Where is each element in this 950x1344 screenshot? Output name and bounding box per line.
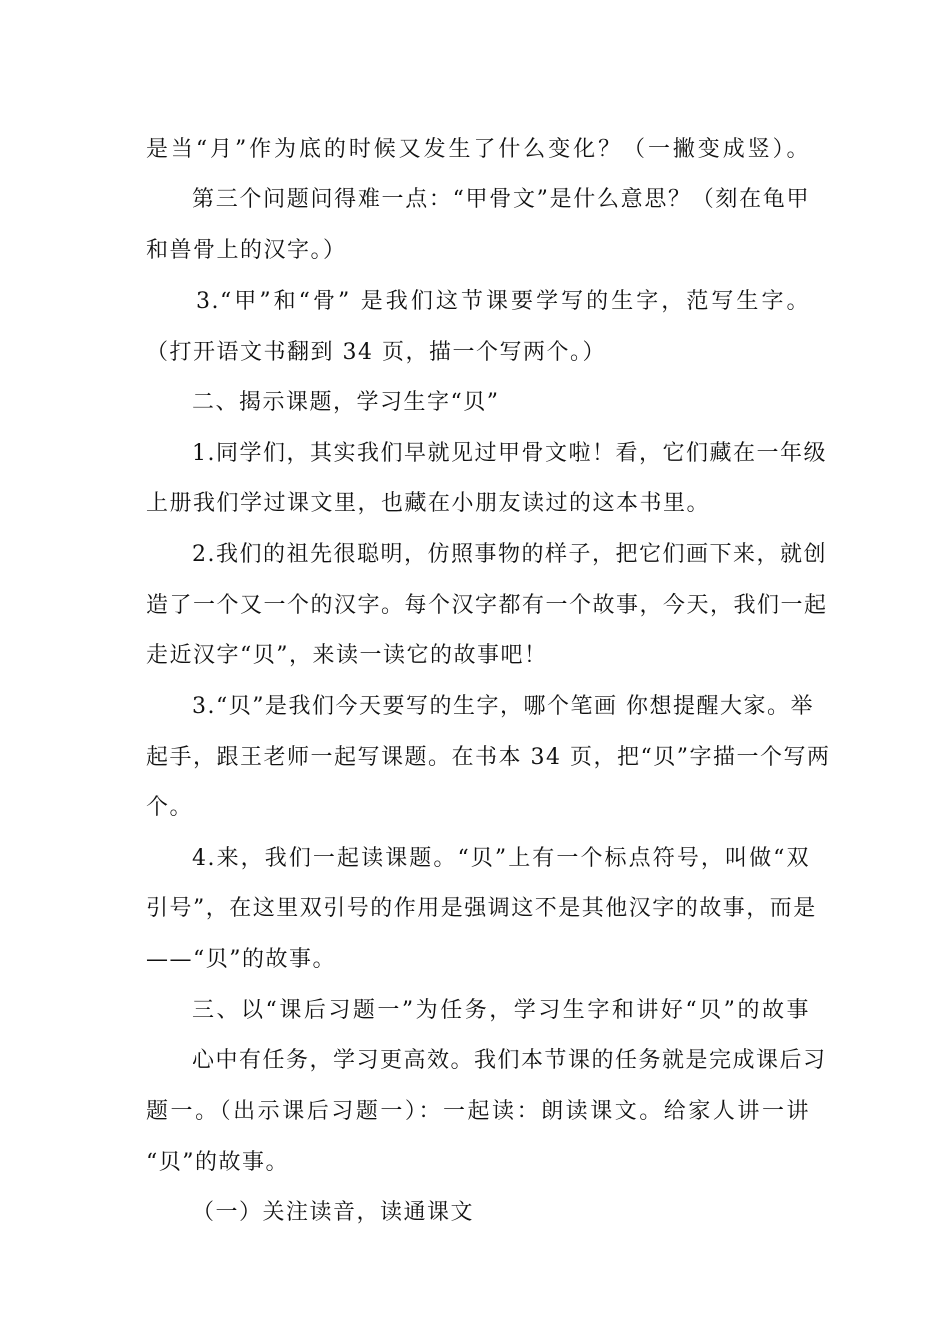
text-line: 第三个问题问得难一点：“甲骨文”是什么意思？（刻在龟甲 xyxy=(192,187,810,212)
text-line: （打开语文书翻到 34 页，描一个写两个。） xyxy=(146,340,606,365)
text-line: 造了一个又一个的汉字。每个汉字都有一个故事，今天，我们一起 xyxy=(146,593,828,618)
text-line: 是当“月”作为底的时候又发生了什么变化？（一撇变成竖）。 xyxy=(146,137,810,162)
text-line: “贝”的故事。 xyxy=(146,1150,289,1175)
text-line: 题一。（出示课后习题一）：一起读：朗读课文。给家人讲一讲 xyxy=(146,1099,810,1124)
text-line: 1.同学们，其实我们早就见过甲骨文啦！看，它们藏在一年级 xyxy=(192,441,827,466)
text-line: 3.“甲”和“骨” 是我们这节课要学写的生字，范写生字。 xyxy=(196,289,810,314)
section-heading: 二、揭示课题，学习生字“贝” xyxy=(192,390,500,415)
text-line: 上册我们学过课文里，也藏在小朋友读过的这本书里。 xyxy=(146,491,711,516)
text-line: 和兽骨上的汉字。） xyxy=(146,238,347,263)
text-line: 3.“贝”是我们今天要写的生字，哪个笔画 你想提醒大家。举 xyxy=(192,694,814,719)
text-line: 4.来，我们一起读课题。“贝”上有一个标点符号，叫做“双 xyxy=(192,846,810,871)
text-line: 走近汉字“贝”，来读一读它的故事吧！ xyxy=(146,643,548,668)
text-line: 2.我们的祖先很聪明，仿照事物的样子，把它们画下来，就创 xyxy=(192,542,827,567)
text-line: 起手，跟王老师一起写课题。在书本 34 页，把“贝”字描一个写两 xyxy=(146,745,831,770)
text-line: ——“贝”的故事。 xyxy=(146,947,336,972)
text-line: 引号”，在这里双引号的作用是强调这不是其他汉字的故事，而是 xyxy=(146,896,817,921)
section-heading: 三、以“课后习题一”为任务，学习生字和讲好“贝”的故事 xyxy=(192,998,810,1023)
subsection-heading: （一）关注读音，读通课文 xyxy=(192,1200,475,1225)
text-line: 心中有任务，学习更高效。我们本节课的任务就是完成课后习 xyxy=(192,1048,827,1073)
text-line: 个。 xyxy=(146,795,194,820)
